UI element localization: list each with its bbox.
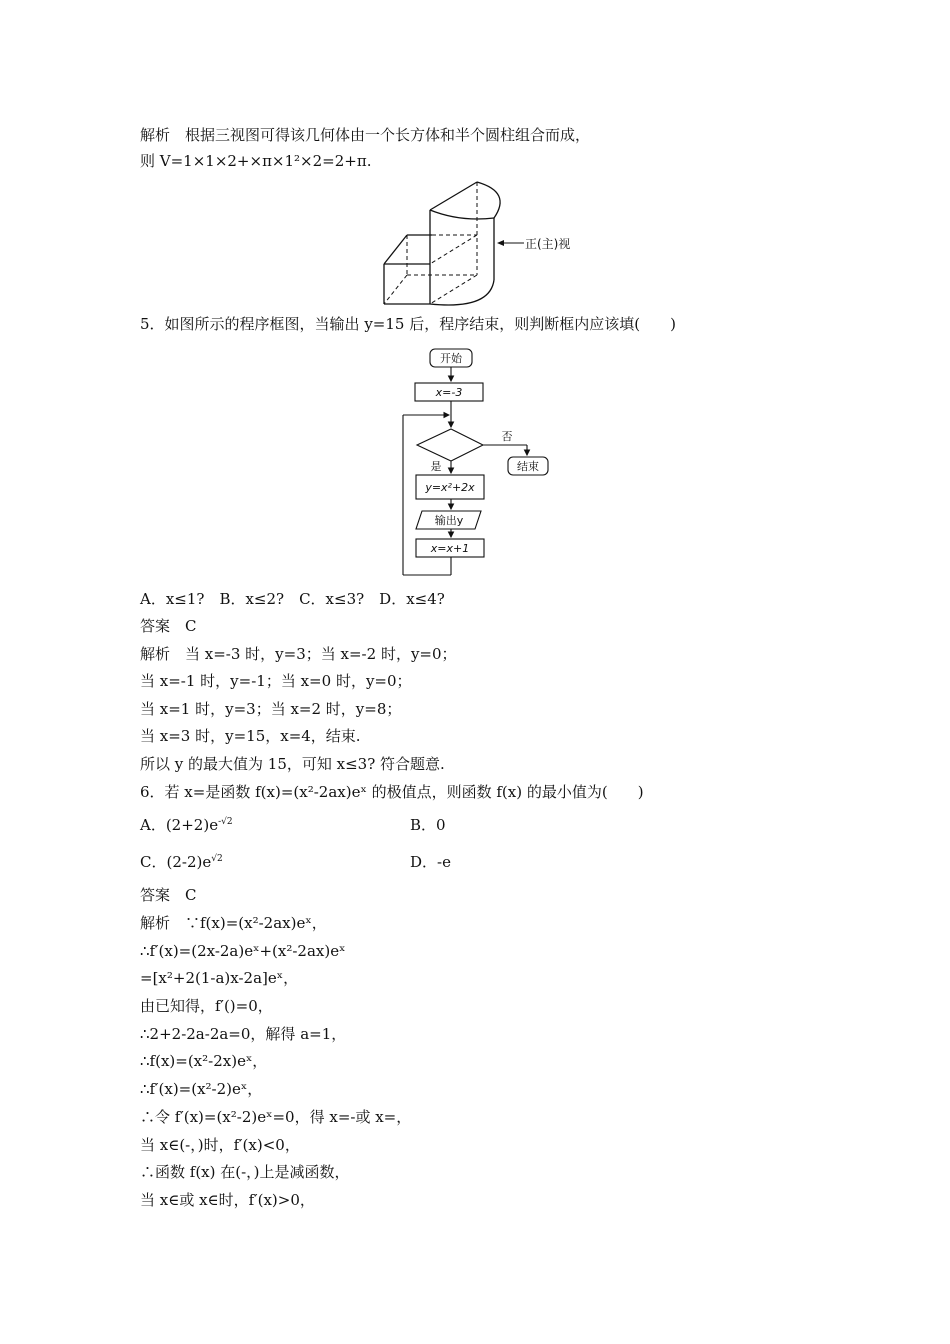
q6-option-a xyxy=(140,815,233,835)
q6-analysis-line: ∴2+2-2a-2a=0，解得 a=1， xyxy=(140,1025,347,1043)
q6-analysis-line: 由已知得，f′()=0， xyxy=(140,997,273,1015)
flowchart xyxy=(395,343,570,581)
q4-analysis-line-1: 解析 根据三视图可得该几何体由一个长方体和半个圆柱组合而成， xyxy=(140,126,591,144)
figure-label: 正(主)视 xyxy=(525,237,571,251)
q6-analysis-line: 解析 ∵f(x)=(x²-2ax)eˣ， xyxy=(140,914,327,932)
flow-init-label: x=-3 xyxy=(435,386,463,399)
q6-analysis-line: ∴f′(x)=(2x-2a)eˣ+(x²-2ax)eˣ xyxy=(140,942,346,960)
q4-analysis-line-2: 则 V=1×1×2+×π×1²×2=2+π. xyxy=(140,152,372,170)
q5-analysis-line: 所以 y 的最大值为 15，可知 x≤3? 符合题意. xyxy=(140,755,445,773)
q6-answer: 答案 C xyxy=(140,886,197,904)
solid-figure xyxy=(370,170,590,315)
q5-analysis-line: 解析 当 x=-3 时，y=3；当 x=-2 时，y=0； xyxy=(140,645,457,663)
q5-analysis-line: 当 x=1 时，y=3；当 x=2 时，y=8； xyxy=(140,700,402,718)
flow-compute-label: y=x²+2x xyxy=(425,481,475,494)
q5-answer: 答案 C xyxy=(140,617,197,635)
flow-output-label: 输出y xyxy=(434,514,464,527)
q5-options: A．x≤1? B．x≤2? C．x≤3? D．x≤4? xyxy=(140,590,445,608)
q6-analysis-line: ∴函数 f(x) 在(-，)上是减函数， xyxy=(140,1163,350,1181)
q6-option-c-exponent: √2 xyxy=(211,854,223,864)
flow-start-label: 开始 xyxy=(440,352,462,365)
q5-stem: 5．如图所示的程序框图，当输出 y=15 后，程序结束，则判断框内应该填( ) xyxy=(140,315,676,333)
q6-analysis-line: =[x²+2(1-a)x-2a]eˣ， xyxy=(140,969,299,987)
q6-option-c xyxy=(140,852,223,872)
q6-option-a-text: A．(2+2)e xyxy=(140,816,219,834)
q6-option-c-text: C．(2-2)e xyxy=(140,853,212,871)
q6-analysis-line: ∴f′(x)=(x²-2)eˣ， xyxy=(140,1080,263,1098)
arrow-icon xyxy=(497,240,504,246)
q5-analysis-line: 当 x=-1 时，y=-1；当 x=0 时，y=0； xyxy=(140,672,412,690)
flow-end-label: 结束 xyxy=(517,460,539,473)
q5-analysis-line: 当 x=3 时，y=15，x=4，结束. xyxy=(140,727,361,745)
q6-analysis-line: 当 x∈或 x∈时，f′(x)>0， xyxy=(140,1191,315,1209)
q6-analysis-line: 当 x∈(-，)时，f′(x)<0， xyxy=(140,1136,300,1154)
q6-option-d: D．-e xyxy=(410,853,451,871)
flow-decision-diamond xyxy=(417,429,483,461)
q6-analysis-line: ∴令 f′(x)=(x²-2)eˣ=0，得 x=-或 x=， xyxy=(140,1108,412,1126)
flow-no-label: 否 xyxy=(501,430,513,443)
q6-analysis-line: ∴f(x)=(x²-2x)eˣ， xyxy=(140,1052,268,1070)
q6-stem: 6．若 x=是函数 f(x)=(x²-2ax)eˣ 的极值点，则函数 f(x) 的最小值为( ) xyxy=(140,783,644,801)
flow-increment-label: x=x+1 xyxy=(430,542,470,555)
q6-option-b: B．0 xyxy=(410,816,446,834)
q6-option-a-exponent: -√2 xyxy=(218,817,233,827)
flow-yes-label: 是 xyxy=(430,460,442,473)
